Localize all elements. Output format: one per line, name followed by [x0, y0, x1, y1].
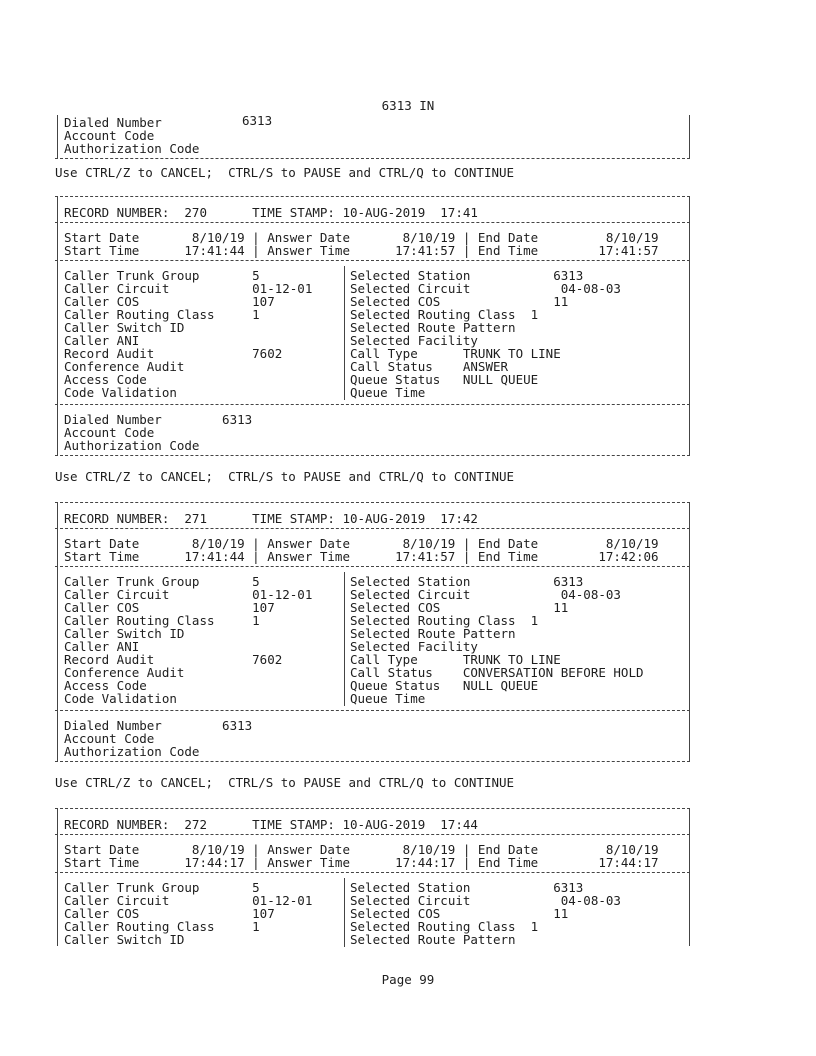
column-divider	[344, 572, 345, 706]
left-border	[57, 808, 58, 946]
caller-field: Code Validation	[64, 385, 177, 400]
left-border	[57, 115, 58, 158]
column-divider	[344, 878, 345, 947]
selected-field: Selected Circuit 04-08-03	[350, 587, 621, 602]
record-top-rule	[55, 196, 690, 197]
selected-field: Selected Circuit 04-08-03	[350, 281, 621, 296]
selected-field: Selected Routing Class 1	[350, 307, 539, 322]
caller-field: Caller Trunk Group 5	[64, 880, 260, 895]
selected-field: Queue Status NULL QUEUE	[350, 678, 539, 693]
caller-field: Record Audit 7602	[64, 346, 283, 361]
selected-field: Call Type TRUNK TO LINE	[350, 346, 561, 361]
selected-field: Selected Circuit 04-08-03	[350, 893, 621, 908]
selected-field: Call Status ANSWER	[350, 359, 509, 374]
selected-field: Queue Time	[350, 691, 426, 706]
selected-field: Selected COS 11	[350, 906, 569, 921]
dialed-number-value: 6313	[242, 113, 273, 128]
record-number-line: RECORD NUMBER: 272 TIME STAMP: 10-AUG-2019 17:44	[64, 817, 478, 832]
page-header: 6313 IN	[381, 98, 435, 113]
dialing-field: Authorization Code	[64, 744, 200, 759]
caller-field: Caller Trunk Group 5	[64, 574, 260, 589]
caller-field: Conference Audit	[64, 359, 185, 374]
selected-field: Selected Route Pattern	[350, 932, 516, 947]
start-answer-end-dates: Start Date 8/10/19 | Answer Date 8/10/19 | End Date 8/10/19	[64, 230, 659, 245]
dialing-field: Dialed Number 6313	[64, 412, 253, 427]
record-header-rule	[55, 222, 690, 223]
selected-field: Queue Status NULL QUEUE	[350, 372, 539, 387]
selected-field: Selected Facility	[350, 333, 478, 348]
caller-field: Caller Routing Class 1	[64, 613, 260, 628]
selected-field: Selected Routing Class 1	[350, 613, 539, 628]
selected-field: Selected Route Pattern	[350, 626, 516, 641]
record-number-line: RECORD NUMBER: 271 TIME STAMP: 10-AUG-2019 17:42	[64, 511, 478, 526]
divider	[55, 158, 690, 159]
dialing-field: Dialed Number 6313	[64, 718, 253, 733]
record-section-rule	[55, 566, 690, 567]
caller-field: Caller Routing Class 1	[64, 307, 260, 322]
record-bottom-rule	[55, 761, 690, 762]
cancel-prompt: Use CTRL/Z to CANCEL; CTRL/S to PAUSE and CTRL/Q to CONTINUE	[55, 165, 515, 180]
record-number-line: RECORD NUMBER: 270 TIME STAMP: 10-AUG-2019 17:41	[64, 205, 478, 220]
caller-field: Access Code	[64, 678, 147, 693]
selected-field: Selected Facility	[350, 639, 478, 654]
caller-field: Caller Switch ID	[64, 932, 185, 947]
record-header-rule	[55, 528, 690, 529]
record-bottom-rule	[55, 455, 690, 456]
selected-field: Selected COS 11	[350, 600, 569, 615]
account-code-label: Account Code	[64, 128, 155, 143]
start-answer-end-times: Start Time 17:41:44 | Answer Time 17:41:57 | End Time 17:42:06	[64, 549, 659, 564]
selected-field: Selected COS 11	[350, 294, 569, 309]
caller-field: Caller ANI	[64, 639, 140, 654]
page-footer: Page 99	[381, 972, 435, 987]
dialed-number-label: Dialed Number	[64, 115, 162, 130]
caller-field: Caller ANI	[64, 333, 140, 348]
record-top-rule	[55, 808, 690, 809]
start-answer-end-times: Start Time 17:41:44 | Answer Time 17:41:57 | End Time 17:41:57	[64, 243, 659, 258]
record-section-rule	[55, 260, 690, 261]
start-answer-end-dates: Start Date 8/10/19 | Answer Date 8/10/19 | End Date 8/10/19	[64, 842, 659, 857]
dialing-field: Account Code	[64, 731, 155, 746]
right-border	[689, 196, 690, 455]
record-section-rule	[55, 872, 690, 873]
selected-field: Queue Time	[350, 385, 426, 400]
record-header-rule	[55, 834, 690, 835]
caller-field: Caller COS 107	[64, 294, 275, 309]
record-section-rule	[55, 404, 690, 405]
caller-field: Access Code	[64, 372, 147, 387]
selected-field: Call Status CONVERSATION BEFORE HOLD	[350, 665, 644, 680]
record-section-rule	[55, 710, 690, 711]
cancel-prompt: Use CTRL/Z to CANCEL; CTRL/S to PAUSE and CTRL/Q to CONTINUE	[55, 775, 515, 790]
caller-field: Record Audit 7602	[64, 652, 283, 667]
start-answer-end-times: Start Time 17:44:17 | Answer Time 17:44:17 | End Time 17:44:17	[64, 855, 659, 870]
selected-field: Selected Routing Class 1	[350, 919, 539, 934]
caller-field: Code Validation	[64, 691, 177, 706]
cancel-prompt: Use CTRL/Z to CANCEL; CTRL/S to PAUSE and CTRL/Q to CONTINUE	[55, 469, 515, 484]
right-border	[689, 502, 690, 761]
right-border	[689, 808, 690, 946]
column-divider	[344, 266, 345, 400]
selected-field: Selected Route Pattern	[350, 320, 516, 335]
selected-field: Selected Station 6313	[350, 268, 584, 283]
caller-field: Caller Switch ID	[64, 626, 185, 641]
caller-field: Caller Circuit 01-12-01	[64, 281, 313, 296]
dialing-field: Account Code	[64, 425, 155, 440]
selected-field: Selected Station 6313	[350, 880, 584, 895]
caller-field: Caller COS 107	[64, 600, 275, 615]
start-answer-end-dates: Start Date 8/10/19 | Answer Date 8/10/19 | End Date 8/10/19	[64, 536, 659, 551]
right-border	[689, 115, 690, 158]
selected-field: Selected Station 6313	[350, 574, 584, 589]
caller-field: Conference Audit	[64, 665, 185, 680]
authorization-code-label: Authorization Code	[64, 141, 200, 156]
record-top-rule	[55, 502, 690, 503]
selected-field: Call Type TRUNK TO LINE	[350, 652, 561, 667]
caller-field: Caller Trunk Group 5	[64, 268, 260, 283]
caller-field: Caller COS 107	[64, 906, 275, 921]
left-border	[57, 196, 58, 455]
caller-field: Caller Circuit 01-12-01	[64, 893, 313, 908]
caller-field: Caller Routing Class 1	[64, 919, 260, 934]
caller-field: Caller Circuit 01-12-01	[64, 587, 313, 602]
dialing-field: Authorization Code	[64, 438, 200, 453]
left-border	[57, 502, 58, 761]
caller-field: Caller Switch ID	[64, 320, 185, 335]
